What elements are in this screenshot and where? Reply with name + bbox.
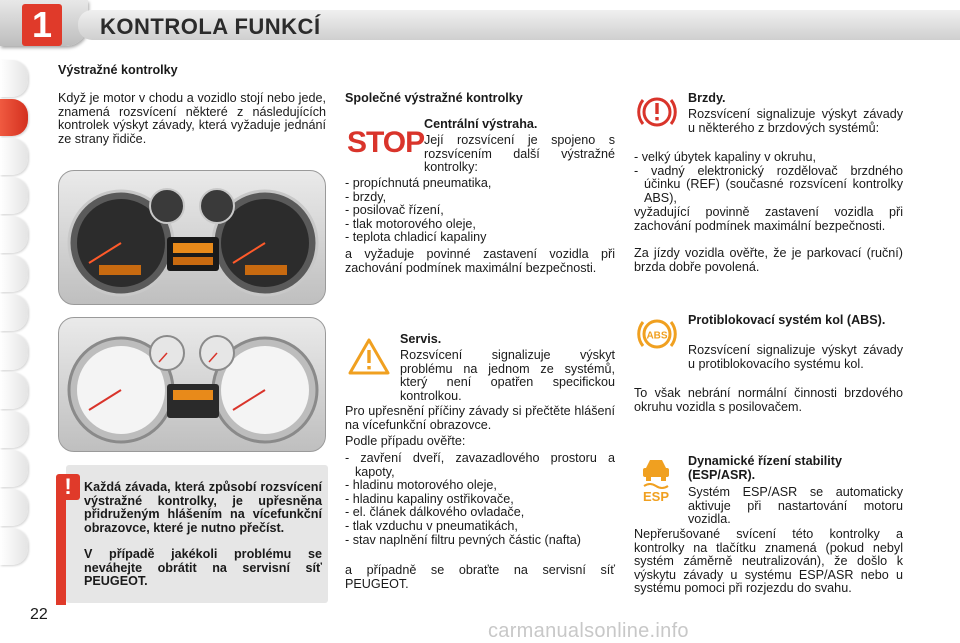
- brake-warning-icon: [636, 92, 678, 137]
- side-tab[interactable]: [0, 450, 28, 487]
- stop-title: Centrální výstraha.: [424, 117, 538, 131]
- side-tab[interactable]: [0, 294, 28, 331]
- brakes-title: Brzdy.: [688, 91, 726, 105]
- page-title: KONTROLA FUNKCÍ: [100, 14, 321, 39]
- service-title: Servis.: [400, 332, 442, 346]
- side-tab[interactable]: [0, 528, 28, 565]
- section-heading: Výstražné kontrolky: [58, 63, 178, 77]
- warning-triangle-icon: [348, 338, 390, 381]
- list-item-text: propíchnutá pneumatika,: [352, 176, 492, 190]
- intro-paragraph: Když je motor v chodu a vozidlo stojí nebo jede, znamená rozsvícení některé z následujících kontrolek výskyt závady, která vyžaduje jednání ze strany řidiče.: [58, 91, 326, 146]
- service-text: Rozsvícení signalizuje výskyt problému na jednom ze systémů, který není opatřen specifickou kontrolkou.: [400, 348, 615, 403]
- side-tab-active[interactable]: [0, 99, 28, 136]
- brakes-after: vyžadující povinně zastavení vozidla při zachování podmínek maximální bezpečnosti.: [634, 205, 903, 233]
- list-item: - hladinu kapaliny ostřikovače,: [345, 491, 514, 506]
- stop-after: a vyžaduje povinné zastavení vozidla při zachování podmínek maximální bezpečnosti.: [345, 247, 615, 275]
- brakes-text: Rozsvícení signalizuje výskyt závady u některého z brzdových systémů:: [688, 107, 903, 135]
- list-item-text: tlak vzduchu v pneumatikách,: [352, 518, 518, 533]
- abs-text: Rozsvícení signalizuje výskyt závady u protiblokovacího systému kol.: [688, 343, 903, 371]
- list-item-text: hladinu kapaliny ostřikovače,: [352, 491, 514, 506]
- esp-title: Dynamické řízení stability (ESP/ASR).: [688, 454, 842, 482]
- side-tab[interactable]: [0, 411, 28, 448]
- list-item-text: teplota chladicí kapaliny: [352, 230, 487, 245]
- list-item-text: vadný elektronický rozdělovač brzdného účinku (REF) (současné rozsvícení kontrolky ABS),: [644, 163, 903, 205]
- esp-label: ESP: [642, 489, 670, 504]
- list-item: - el. článek dálkového ovladače,: [345, 505, 525, 520]
- side-tab[interactable]: [0, 216, 28, 253]
- list-item: - tlak vzduchu v pneumatikách,: [345, 518, 518, 533]
- list-item: - hladinu motorového oleje,: [345, 478, 497, 493]
- page-number: 22: [30, 606, 48, 623]
- warning-bar: [56, 488, 66, 605]
- list-item: - velký úbytek kapaliny v okruhu,: [634, 150, 817, 164]
- list-item-text: velký úbytek kapaliny v okruhu,: [641, 150, 817, 164]
- list-item-text: zavření dveří, zavazadlového prostoru a kapoty,: [355, 451, 615, 479]
- list-item: - tlak motorového oleje,: [345, 216, 476, 231]
- list-item: - stav naplnění filtru pevných částic (nafta): [345, 532, 581, 547]
- service-para: Pro upřesnění příčiny závady si přečtěte hlášení na vícefunkční obrazovce.: [345, 404, 615, 432]
- esp-after: Nepřerušované svícení této kontrolky a kontrolky na tlačítku znamená (pokud nebyl systém záměrně neutralizován), že došlo k výskytu závady u systému ESP/ASR nebo u systému pomoci při rozjezdu do svahu.: [634, 527, 903, 596]
- side-tab[interactable]: [0, 177, 28, 214]
- watermark: carmanualsonline.info: [488, 620, 689, 642]
- stop-warning-icon: [345, 126, 425, 161]
- list-item-text: el. článek dálkového ovladače,: [352, 505, 525, 520]
- abs-label: ABS: [646, 330, 668, 342]
- list-item: - zavření dveří, zavazadlového prostoru a kapoty,: [345, 451, 615, 479]
- service-after: a případně se obraťte na servisní síť PEUGEOT.: [345, 563, 615, 591]
- side-tab[interactable]: [0, 372, 28, 409]
- service-para: Podle případu ověřte:: [345, 434, 466, 448]
- exclamation-icon: !: [56, 474, 80, 500]
- abs-title: Protiblokovací systém kol (ABS).: [688, 313, 886, 327]
- list-item-text: tlak motorového oleje,: [352, 216, 476, 231]
- instrument-panel-image: [58, 170, 326, 305]
- list-item-text: posilovač řízení,: [352, 203, 444, 218]
- list-item: - propíchnutá pneumatika,: [345, 176, 492, 190]
- list-item: - posilovač řízení,: [345, 203, 444, 218]
- stop-label: STOP: [347, 126, 425, 159]
- list-item-text: brzdy,: [352, 189, 387, 204]
- list-item-text: hladinu motorového oleje,: [352, 478, 497, 493]
- chapter-number: 1: [22, 4, 62, 46]
- section-heading: Společné výstražné kontrolky: [345, 91, 523, 105]
- list-item: - brzdy,: [345, 189, 387, 204]
- side-tab[interactable]: [0, 489, 28, 526]
- esp-text: Systém ESP/ASR se automaticky aktivuje při nastartování motoru vozidla.: [688, 485, 903, 527]
- list-item: - teplota chladicí kapaliny: [345, 230, 487, 245]
- side-tab[interactable]: [0, 138, 28, 175]
- abs-warning-icon: [636, 314, 678, 359]
- warning-text: V případě jakékoli problému se neváhejte obrátit na servisní síť PEUGEOT.: [84, 547, 322, 589]
- side-tab[interactable]: [0, 333, 28, 370]
- brakes-list: [634, 151, 903, 205]
- service-list: [345, 452, 615, 547]
- stop-list: [345, 177, 615, 245]
- side-tab[interactable]: [0, 255, 28, 292]
- abs-after: To však nebrání normální činnosti brzdového okruhu vozidla s posilovačem.: [634, 386, 903, 414]
- brakes-after: Za jízdy vozidla ověřte, že je parkovací (ruční) brzda dobře povolená.: [634, 246, 903, 274]
- side-tab-strip: [0, 60, 28, 567]
- esp-warning-icon: [638, 456, 674, 509]
- side-tab[interactable]: [0, 60, 28, 97]
- list-item-text: stav naplnění filtru pevných částic (nafta): [352, 532, 581, 547]
- stop-text: Její rozsvícení je spojeno s rozsvícením další výstražné kontrolky:: [424, 133, 615, 175]
- warning-text: Každá závada, která způsobí rozsvícení výstražné kontrolky, je upřesněna přidruženým hlášením na vícefunkční obrazovce, které je nutno přečíst.: [84, 480, 322, 535]
- list-item: - vadný elektronický rozdělovač brzdného účinku (REF) (současné rozsvícení kontrolky ABS),: [634, 163, 903, 205]
- instrument-panel-image: [58, 317, 326, 452]
